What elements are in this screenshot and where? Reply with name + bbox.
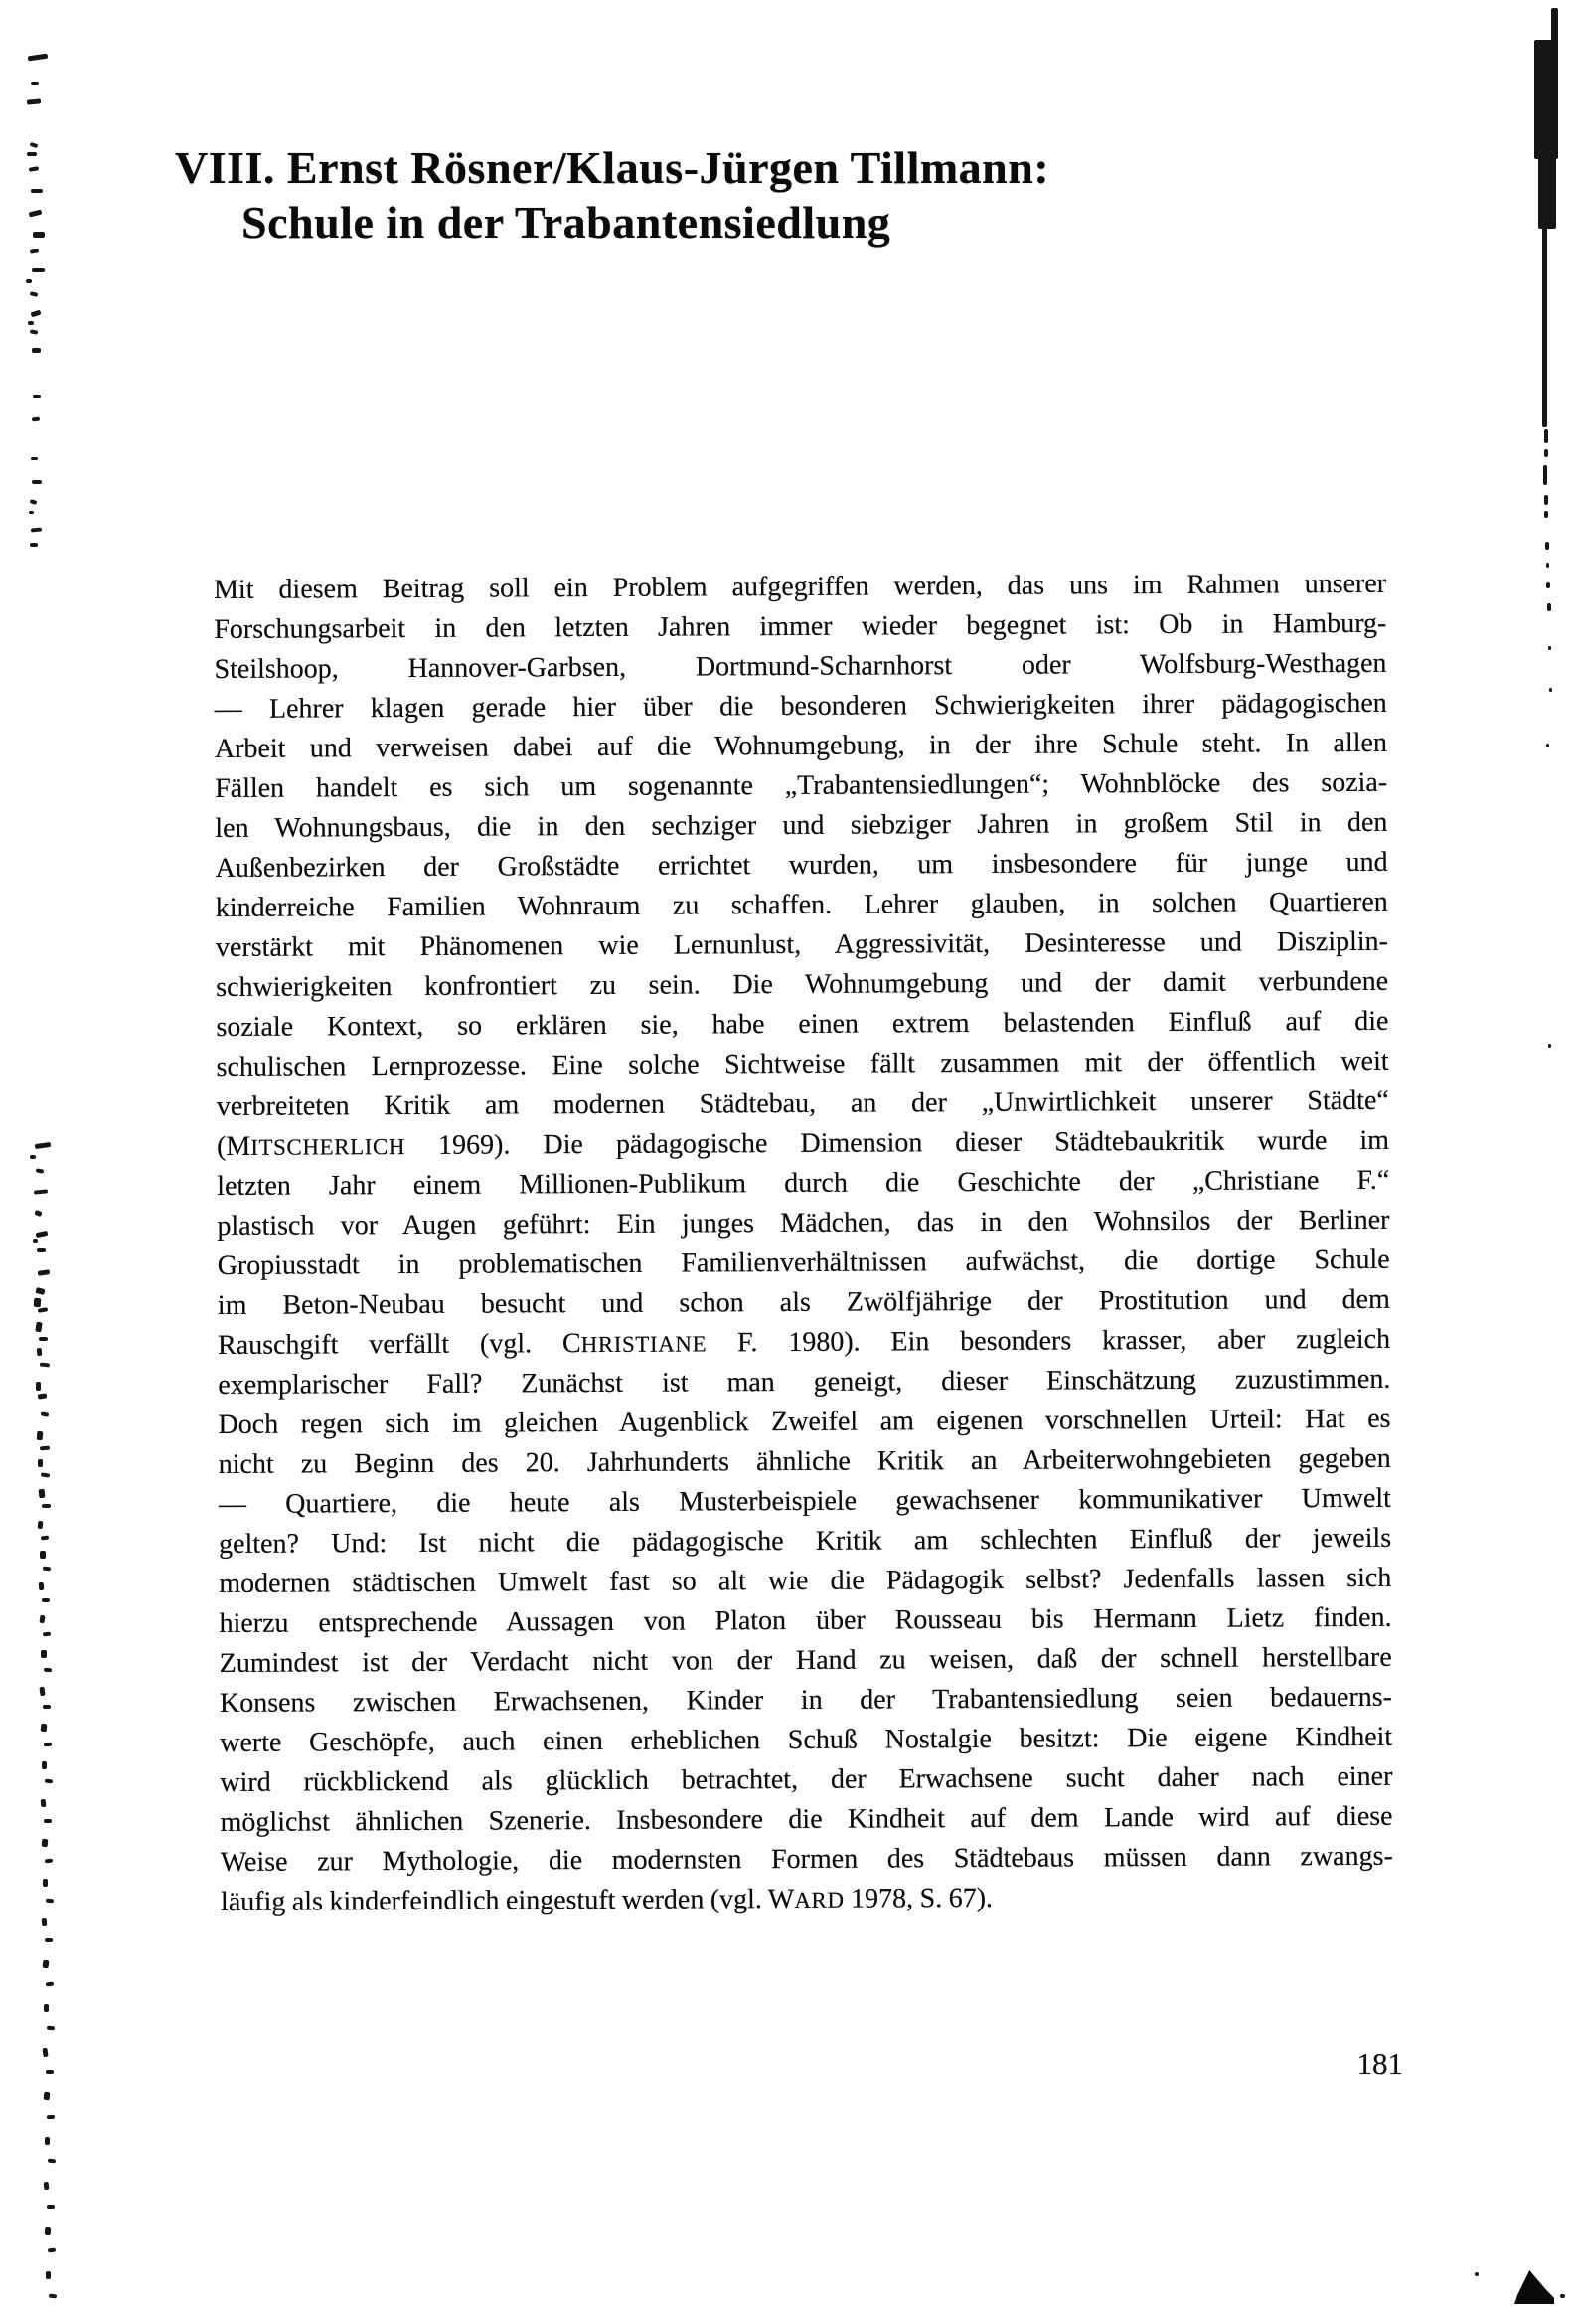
scan-artifact [45,2227,52,2235]
scan-artifact [34,1210,42,1217]
scan-artifact [1549,688,1552,692]
text-line: Außenbezirken der Großstädte errichtet wurden, um insbesondere für junge und [215,846,1388,884]
scan-artifact [1547,603,1551,611]
text-line: Weise zur Mythologie, die modernsten Formen des Städtebaus müssen dann zwangs- [220,1840,1393,1878]
scan-artifact [37,1431,44,1440]
text-line: verstärkt mit Phänomenen wie Lernunlust, Aggressivität, Desinteresse und Disziplin- [215,925,1389,963]
scan-artifact [41,1724,48,1733]
scan-artifact [46,1899,54,1904]
scan-artifact [38,1521,44,1529]
scan-artifact [40,1551,46,1559]
text-line: Rauschgift verfällt (vgl. CHRISTIANE F. 1980). Ein besonders krasser, aber zugleich [218,1323,1391,1361]
scan-artifact [43,1705,51,1709]
scan-artifact [28,54,49,62]
scan-artifact [45,1778,53,1783]
scan-artifact [31,457,38,460]
scan-artifact [33,395,41,398]
text-line: kinderreiche Familien Wohnraum zu schaffen. Lehrer glauben, in solchen Quartieren [215,886,1388,923]
scan-artifact [42,1839,49,1847]
text-line: läufig als kinderfeindlich eingestuft werden (vgl. WARD 1978, S. 67). [220,1882,994,1917]
scan-artifact [41,1411,50,1416]
text-line: Gropiusstadt in problematischen Familienverhältnissen aufwächst, die dortige Schule [217,1244,1390,1281]
scan-artifact [45,1858,53,1863]
scan-artifact [30,249,40,254]
text-line: schulischen Lernprozesse. Eine solche Sichtweise fällt zusammen mit der öffentlich weit [216,1045,1389,1082]
scan-artifact [35,1322,42,1333]
scan-artifact [46,2070,54,2074]
scan-artifact [39,1489,46,1499]
scan-artifact [1546,582,1550,588]
scan-artifact [32,348,41,353]
scan-artifact [44,1743,52,1747]
scan-artifact [46,1982,54,1987]
scan-artifact [27,98,41,104]
scan-artifact [48,2247,56,2252]
scan-artifact [1542,224,1547,427]
scan-artifact [47,2026,55,2031]
scan-artifact [45,1938,53,1942]
scan-artifact [45,2137,50,2145]
scan-artifact [42,1504,51,1508]
text-line: Arbeit und verweisen dabei auf die Wohnumgebung, in der ihre Schule steht. In allen [214,727,1388,764]
scan-artifact [44,2092,51,2101]
scan-artifact [47,2205,55,2209]
scan-artifact [42,1918,48,1926]
scan-artifact [28,321,34,325]
scan-artifact [30,142,39,148]
text-line: Mit diesem Beitrag soll ein Problem aufgegriffen werden, das uns im Rahmen unserer [214,568,1387,605]
scan-artifact [35,1287,45,1295]
scan-artifact [48,2158,56,2163]
scan-artifact [44,2004,49,2012]
scan-artifact [44,1668,52,1673]
scan-artifact [43,1879,48,1887]
scan-artifact [30,291,39,297]
scan-artifact [1546,563,1549,568]
scan-artifact [39,1615,45,1624]
scan-artifact [1560,2294,1565,2298]
scan-artifact [46,2271,51,2279]
scan-artifact [30,499,38,505]
scan-artifact [30,329,39,334]
scan-artifact [1534,40,1558,159]
scan-artifact [42,1761,47,1769]
text-line: exemplarischer Fall? Zunächst ist man geneigt, dieser Einschätzung zuzustimmen. [218,1363,1391,1401]
scan-artifact [47,2115,55,2120]
scan-artifact [31,82,39,85]
text-line: im Beton-Neubau besucht und schon als Zwölfjährige der Prostitution und dem [217,1283,1390,1321]
scan-artifact [30,1155,36,1159]
text-line: Konsens zwischen Erwachsenen, Kinder in der Trabantensiedlung seien bedauerns- [219,1681,1393,1719]
scan-artifact [29,210,43,218]
scan-artifact [35,1142,52,1149]
text-line: soziale Kontext, so erklären sie, habe einen extrem belastenden Einfluß auf die [216,1005,1389,1043]
scan-artifact [1538,149,1556,229]
scan-artifact [41,1535,49,1540]
scan-artifact [27,152,37,156]
scan-artifact [32,480,42,484]
scan-artifact [31,189,43,193]
scan-artifact [36,1231,49,1238]
scan-artifact [33,1239,38,1243]
scan-artifact [39,1582,45,1590]
scan-artifact [1544,495,1548,505]
scan-artifact [29,511,34,514]
text-line: letzten Jahr einem Millionen-Publikum durch die Geschichte der „Christiane F.“ [217,1164,1390,1202]
text-line: hierzu entsprechende Aussagen von Platon über Rousseau bis Hermann Lietz finden. [219,1601,1392,1639]
scan-artifact [1545,542,1549,550]
text-line: werte Geschöpfe, auch einen erheblichen Schuß Nostalgie besitzt: Die eigene Kindheit [220,1721,1393,1758]
scan-artifact [39,1337,48,1341]
scan-artifact [41,1799,47,1807]
page-number: 181 [1356,2046,1403,2080]
scan-artifact [1548,646,1551,650]
chapter-title-line-2: Schule in der Trabantensiedlung [241,197,891,248]
scan-artifact [49,2294,57,2299]
scan-artifact [41,1472,50,1477]
scan-artifact [38,1307,49,1313]
scan-artifact [30,543,38,547]
scan-artifact [40,1446,50,1451]
scan-artifact [42,2048,48,2058]
chapter-title-line-1: VIII. Ernst Rösner/Klaus-Jürgen Tillmann: [175,142,1050,193]
scan-artifact [32,417,40,422]
scan-artifact [41,1650,47,1658]
text-line: Fällen handelt es sich um sogenannte „Trabantensiedlungen“; Wohnblöcke des sozia- [215,766,1388,804]
scan-artifact [43,1632,51,1637]
scan-artifact [26,279,32,283]
scan-artifact [38,1269,51,1276]
scan-artifact [37,1248,46,1252]
scan-artifact [38,1393,48,1399]
text-line: nicht zu Beginn des 20. Jahrhunderts ähnliche Kritik an Arbeiterwohngebieten gegeben [218,1442,1391,1480]
scan-artifact [29,166,40,172]
body-paragraph [214,565,1393,1922]
scan-artifact [36,1382,41,1391]
scan-artifact [31,528,42,533]
text-line: möglichst ähnlichen Szenerie. Insbesondere die Kindheit auf dem Lande wird auf diese [220,1800,1393,1838]
text-line: Zumindest ist der Verdacht nicht von der Hand zu weisen, daß der schnell herstellbare [219,1641,1392,1679]
text-line: Doch regen sich im gleichen Augenblick Zweifel am eigenen vorschnellen Urteil: Hat es [218,1403,1391,1440]
scan-artifact [42,1960,49,1969]
text-line: — Quartiere, die heute als Musterbeispiele gewachsener kommunikativer Umwelt [218,1482,1391,1520]
scan-corner-blob [1514,2270,1554,2304]
text-line: (MITSCHERLICH 1969). Die pädagogische Dimension dieser Städtebaukritik wurde im [216,1124,1390,1162]
text-line: — Lehrer klagen gerade hier über die besonderen Schwierigkeiten ihrer pädagogischen [214,687,1387,725]
scan-artifact [44,2182,50,2190]
scan-artifact [1543,465,1547,485]
text-line: verbreiteten Kritik am modernen Städtebau, an der „Unwirtlichkeit unserer Städte“ [216,1084,1389,1122]
text-line: gelten? Und: Ist nicht die pädagogische Kritik am schlechten Einfluß der jeweils [219,1522,1392,1560]
scan-artifact [32,268,45,272]
scan-artifact [44,1819,52,1823]
scan-artifact [34,1189,48,1194]
scan-artifact [39,1687,45,1697]
scan-artifact [1544,429,1548,443]
scan-artifact [34,1298,42,1307]
text-line: Forschungsarbeit in den letzten Jahren immer wieder begegnet ist: Ob in Hamburg- [214,607,1387,645]
text-line: Steilshoop, Hannover-Garbsen, Dortmund-Scharnhorst oder Wolfsburg-Westhagen [214,647,1387,685]
scan-artifact [30,310,41,318]
scan-artifact [37,1348,43,1356]
scan-artifact [42,1598,50,1602]
scan-artifact [1546,744,1549,747]
text-line: len Wohnungsbaus, die in den sechziger und siebziger Jahren in großem Stil in den [215,806,1388,844]
scan-artifact [36,1168,45,1173]
text-line: schwierigkeiten konfrontiert zu sein. Die Wohnumgebung und der damit verbundene [216,965,1389,1003]
scan-artifact [33,232,45,238]
scan-artifact [1475,2272,1479,2276]
text-line: plastisch vor Augen geführt: Ein junges Mädchen, das in den Wohnsilos der Berliner [217,1204,1390,1242]
scan-artifact [1548,1044,1551,1048]
text-line: modernen städtischen Umwelt fast so alt wie die Pädagogik selbst? Jedenfalls lassen sich [219,1562,1392,1599]
scan-artifact [43,1567,51,1572]
text-line: wird rückblickend als glücklich betrachtet, der Erwachsene sucht daher nach einer [220,1760,1393,1798]
scan-artifact [40,1362,50,1367]
scan-artifact [1544,511,1548,518]
scan-artifact [1544,449,1548,457]
scan-artifact [38,1459,43,1467]
